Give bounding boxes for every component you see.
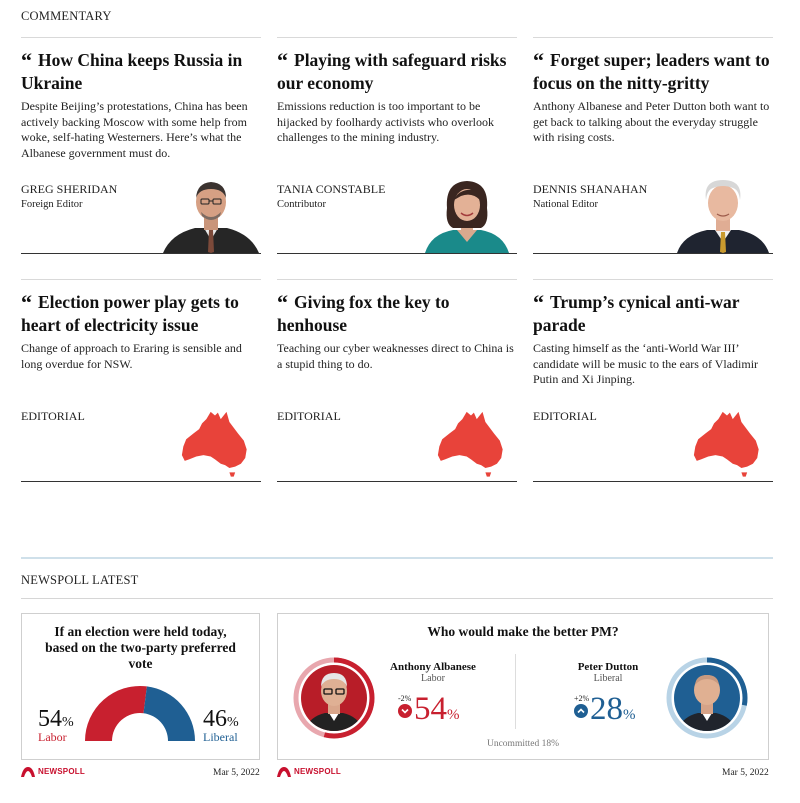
card-divider (533, 253, 773, 254)
newspoll-logo-icon (21, 767, 35, 777)
newspoll-logo[interactable] (277, 767, 341, 777)
editorial-card[interactable] (277, 279, 517, 483)
card-author[interactable]: TANIA CONSTABLE (277, 182, 386, 196)
card-divider (533, 279, 773, 280)
quote-icon: “ (277, 48, 288, 73)
quote-icon: “ (533, 48, 544, 73)
uncommitted-share: Uncommitted 18% (486, 739, 560, 749)
dutton-change: +2% (574, 694, 590, 703)
dutton-party: Liberal (593, 673, 623, 684)
australia-map-icon (435, 409, 507, 481)
card-divider (277, 481, 517, 482)
author-photo (161, 178, 261, 253)
better-pm-poll-widget[interactable] (277, 613, 769, 760)
pm-poll-date: Mar 5, 2022 (722, 768, 769, 778)
card-standfirst: Anthony Albanese and Peter Dutton both want to get back to talking about the everyday struggle with rising costs. (533, 99, 770, 144)
card-headline[interactable]: “ Trump’s cynical anti-war parade (533, 290, 740, 335)
dutton-percentage: 28% (590, 691, 636, 727)
australia-map-icon (179, 409, 251, 481)
quote-icon: “ (21, 290, 32, 315)
better-pm-poll-question: Who would make the better PM? (427, 624, 619, 639)
card-divider (277, 279, 517, 280)
card-author-role: Foreign Editor (21, 199, 83, 210)
albanese-percentage: 54% (414, 691, 460, 727)
albanese-name: Anthony Albanese (390, 661, 476, 673)
card-divider (21, 279, 261, 280)
card-divider (277, 253, 517, 254)
card-divider (533, 481, 773, 482)
commentary-section-label: COMMENTARY (21, 9, 112, 23)
card-headline[interactable]: “ Giving fox the key to henhouse (277, 290, 450, 335)
newspoll-logo-text: NEWSPOLL (294, 767, 341, 776)
newspoll-logo-icon (277, 767, 291, 777)
newspoll-logo-text: NEWSPOLL (38, 767, 85, 776)
card-standfirst: Change of approach to Eraring is sensible and long overdue for NSW. (21, 341, 242, 371)
albanese-change: -2% (398, 694, 412, 703)
card-author[interactable]: DENNIS SHANAHAN (533, 182, 648, 196)
opinion-card[interactable] (277, 37, 517, 254)
newspoll-section-label: NEWSPOLL LATEST (21, 573, 139, 587)
tpp-half-donut-chart (83, 684, 197, 744)
card-divider (533, 37, 773, 38)
labor-label: Labor (38, 730, 67, 744)
section-divider (21, 598, 773, 599)
candidate-divider (515, 654, 516, 729)
labor-percentage: 54% (38, 706, 74, 732)
quote-icon: “ (21, 48, 32, 73)
quote-icon: “ (533, 290, 544, 315)
tpp-poll-date: Mar 5, 2022 (213, 768, 260, 778)
albanese-party: Labor (421, 673, 445, 684)
card-author[interactable]: EDITORIAL (533, 409, 597, 423)
card-headline[interactable]: “ Forget super; leaders want to focus on the nitty-gritty (533, 48, 770, 93)
author-photo (417, 178, 517, 253)
card-author[interactable]: GREG SHERIDAN (21, 182, 118, 196)
albanese-ring-chart (291, 655, 377, 741)
australia-map-icon (691, 409, 763, 481)
albanese-trend-down-icon (398, 704, 412, 718)
editorial-card[interactable] (533, 279, 773, 483)
card-author-role: National Editor (533, 199, 599, 210)
liberal-label: Liberal (203, 730, 238, 744)
card-author[interactable]: EDITORIAL (277, 409, 341, 423)
card-author-role: Contributor (277, 199, 326, 210)
quote-icon: “ (277, 290, 288, 315)
section-divider (21, 557, 773, 559)
author-photo (673, 178, 773, 253)
card-standfirst: Teaching our cyber weaknesses direct to China is a stupid thing to do. (277, 341, 514, 371)
card-standfirst: Despite Beijing’s protestations, China has been actively backing Moscow with some help from woke, self-hating Westerners. Here’s what the Albanese government must do. (21, 99, 248, 160)
tpp-poll-widget[interactable] (21, 613, 260, 760)
dutton-name: Peter Dutton (577, 661, 639, 673)
card-headline[interactable]: “ How China keeps Russia in Ukraine (21, 48, 243, 93)
tpp-poll-question: If an election were held today, based on the two-party preferred vote (45, 624, 236, 671)
dutton-ring-chart (664, 655, 750, 741)
editorial-card[interactable] (21, 279, 261, 483)
card-divider (21, 253, 261, 254)
card-standfirst: Casting himself as the ‘anti-World War III’ candidate will be music to the ears of Vladimir Putin and Xi Jinping. (533, 341, 759, 386)
newspoll-logo[interactable] (21, 767, 85, 777)
liberal-arc (144, 686, 195, 741)
card-standfirst: Emissions reduction is too important to be hijacked by foolhardy activists who overlook challenges to the mining industry. (277, 99, 494, 144)
opinion-card[interactable] (21, 37, 261, 254)
card-headline[interactable]: “ Election power play gets to heart of electricity issue (21, 290, 239, 335)
card-divider (21, 481, 261, 482)
card-author[interactable]: EDITORIAL (21, 409, 85, 423)
labor-arc (85, 686, 147, 741)
opinion-card[interactable] (533, 37, 773, 254)
card-divider (277, 37, 517, 38)
dutton-trend-up-icon (574, 704, 588, 718)
card-headline[interactable]: “ Playing with safeguard risks our economy (277, 48, 507, 93)
liberal-percentage: 46% (203, 706, 239, 732)
card-divider (21, 37, 261, 38)
